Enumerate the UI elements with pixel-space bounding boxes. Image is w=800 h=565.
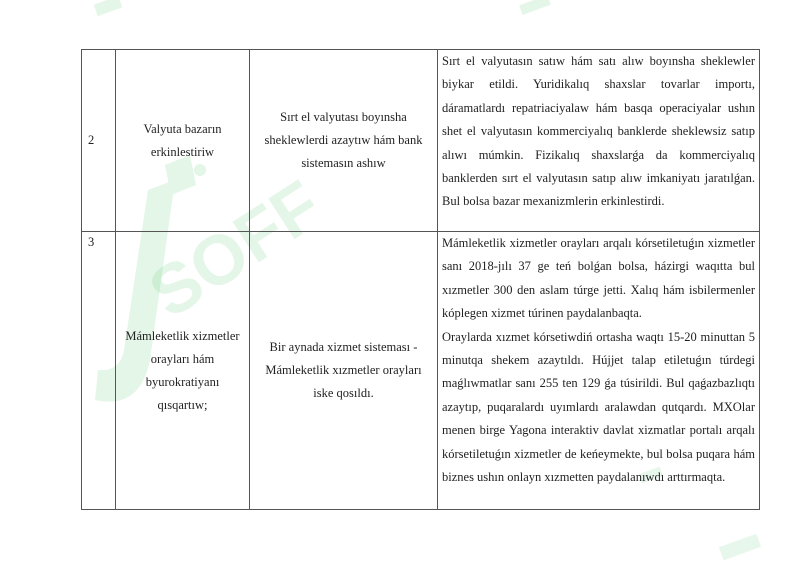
- measure-cell: [250, 232, 438, 510]
- row-number: 2: [88, 133, 95, 147]
- row-number: 3: [88, 235, 95, 249]
- measure-text: Bir aynada xizmet sisteması - Mámleketlik xızmetler orayları iske qosıldı.: [265, 340, 422, 400]
- result-cell: [438, 232, 760, 510]
- measure-text: Sırt el valyutası boyınsha sheklewlerdi azaytıw hám bank sistemasın ashıw: [264, 110, 423, 170]
- watermark-text: SOFF: [135, 165, 335, 333]
- result-paragraph: Oraylarda xızmet kórsetiwdiń ortasha waqtı 15-20 minuttan 5 minutqa shekem azaytıldı. Hújjet talap etiletuǵın túrdegi maǵlıwmatlar sanı 255 ten 129 ǵa túsirildi. Bul qaǵazbazlıqtı azaytıp, puqaralardı uyımlardı aralawdan qutqardı. MXOlar menen birge Yagona interaktiv davlat xizmatlar portalı arqalı kórsetiletuǵın xizmetler de keńeymekte, bul bolsa puqara hám biznes ushın onlayn xızmetten paydalanıwdı arttırmaqta.: [442, 329, 755, 485]
- result-paragraph: Mámleketlik xizmetler orayları arqalı kórsetiletuǵın xizmetler sanı 2018-jılı 37 ge teń bolǵan bolsa, házirgi waqıtta bul xızmetler 300 den aslam túrge jetti. Xalıq hám isbilermenler kóplegen xizmet túrinen paydalanbaqta.: [442, 236, 755, 321]
- row-number-cell: [82, 50, 116, 232]
- table-row: [82, 50, 760, 232]
- reforms-table: [81, 49, 760, 510]
- result-cell: [438, 50, 760, 232]
- direction-text: Mámleketlik xizmetler orayları hám byurokratiyanı qısqartıw;: [125, 328, 240, 412]
- direction-text: Valyuta bazarın erkinlestiriw: [143, 121, 222, 159]
- result-paragraph: Sırt el valyutasın satıw hám satı alıw boyınsha sheklewler biykar etildi. Yuridikalıq shaxslar tovarlar importı, dáramatlardı repatriaciyalaw hám basqa operaciyalar ushın shet el valyutasın kommerciyalıq banklerde sheklewsiz satıp alıwı múmkin. Fizikalıq shaxslarǵa da kommerciyalıq banklerden sırt el valyutasın satıp alıw imkaniyatı jaratılǵan. Bul bolsa bazar mexanizmlerin erkinlestirdi.: [442, 54, 755, 209]
- table-row: [82, 232, 760, 510]
- direction-cell: [116, 232, 250, 510]
- measure-cell: [250, 50, 438, 232]
- direction-cell: [116, 50, 250, 232]
- row-number-cell: [82, 232, 116, 510]
